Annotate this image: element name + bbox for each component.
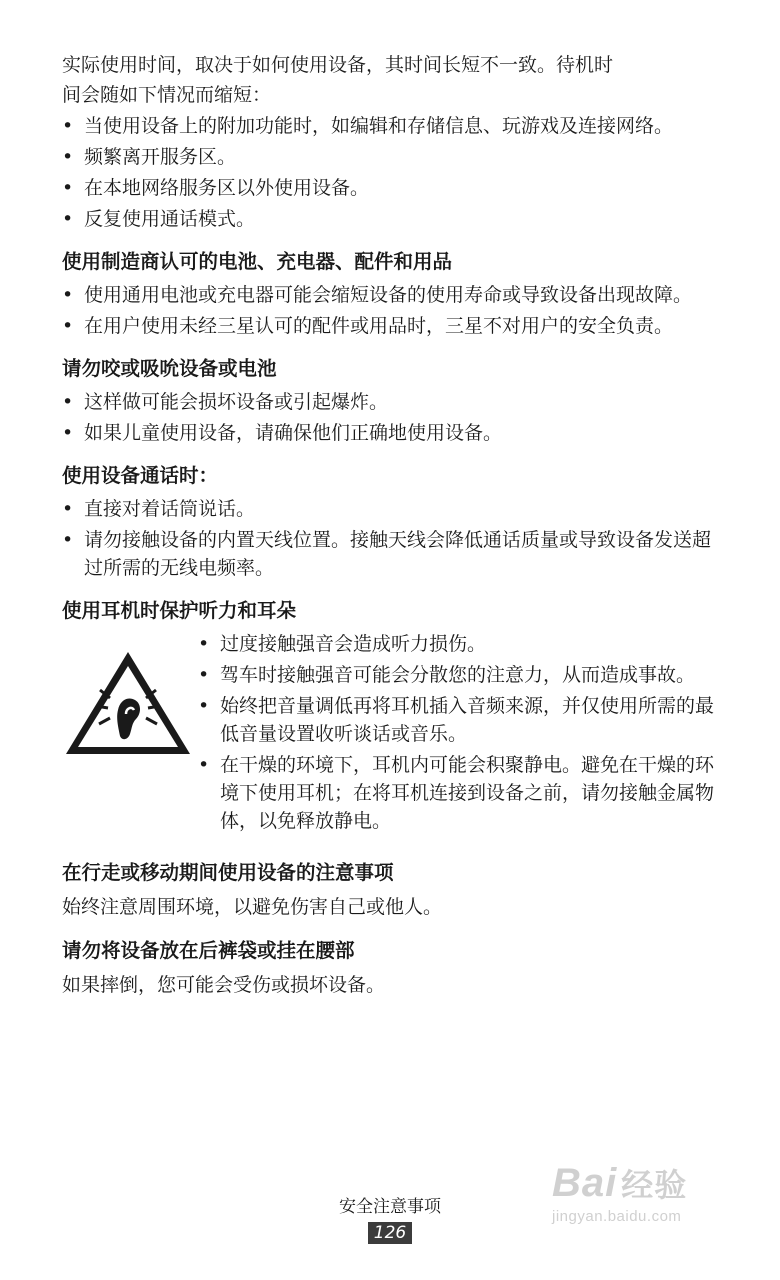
bite-bullet-list [62, 388, 722, 447]
bullet-icon: • [198, 633, 210, 655]
bullet-icon: • [62, 391, 74, 413]
bullet-icon: • [62, 208, 74, 230]
bullet-icon: • [62, 177, 74, 199]
list-item: • 反复使用通话模式。 [62, 205, 722, 233]
page-content [62, 50, 722, 1000]
list-item: • 频繁离开服务区。 [62, 143, 722, 171]
list-item: • 请勿接触设备的内置天线位置。接触天线会降低通话质量或导致设备发送超过所需的无线电频率。 [62, 526, 722, 582]
section-heading-bite: 请勿咬或吸吮设备或电池 [62, 357, 277, 380]
pocket-text: 如果摔倒，您可能会受伤或损坏设备。 [62, 974, 386, 996]
batteries-bullet-list [62, 281, 722, 340]
list-item: • 直接对着话筒说话。 [62, 495, 722, 523]
hearing-section [62, 630, 722, 838]
bullet-icon: • [198, 754, 210, 776]
intro-line-1: 实际使用时间，取决于如何使用设备，其时间长短不一致。待机时 [62, 54, 614, 76]
section-heading-hearing: 使用耳机时保护听力和耳朵 [62, 599, 297, 622]
list-item: • 如果儿童使用设备，请确保他们正确地使用设备。 [62, 419, 722, 447]
list-item: • 始终把音量调低再将耳机插入音频来源，并仅使用所需的最低音量设置收听谈话或音乐。 [198, 692, 722, 748]
section-heading-calls: 使用设备通话时： [62, 464, 219, 487]
list-item: • 当使用设备上的附加功能时，如编辑和存储信息、玩游戏及连接网络。 [62, 112, 722, 140]
baidu-watermark [552, 1160, 752, 1260]
list-item: • 驾车时接触强音可能会分散您的注意力，从而造成事故。 [198, 661, 722, 689]
bullet-icon: • [62, 498, 74, 520]
section-heading-pocket: 请勿将设备放在后裤袋或挂在腰部 [62, 939, 355, 962]
bullet-icon: • [62, 529, 74, 551]
section-heading-walking: 在行走或移动期间使用设备的注意事项 [62, 861, 394, 884]
hearing-bullet-list [198, 630, 722, 838]
bullet-icon: • [198, 664, 210, 686]
list-item: • 过度接触强音会造成听力损伤。 [198, 630, 722, 658]
hearing-warning-icon [62, 648, 194, 758]
list-item: • 在干燥的环境下，耳机内可能会积聚静电。避免在干燥的环境下使用耳机；在将耳机连接到设备之前，请勿接触金属物体，以免释放静电。 [198, 751, 722, 835]
calls-bullet-list [62, 495, 722, 582]
walking-text: 始终注意周围环境，以避免伤害自己或他人。 [62, 896, 443, 918]
bullet-icon: • [62, 146, 74, 168]
bullet-icon: • [62, 422, 74, 444]
watermark-logo: Bai 经验 [552, 1161, 688, 1205]
page-number: 126 [368, 1222, 412, 1244]
bullet-icon: • [62, 115, 74, 137]
bullet-icon: • [62, 284, 74, 306]
section-heading-batteries: 使用制造商认可的电池、充电器、配件和用品 [62, 250, 453, 273]
watermark-url: jingyan.baidu.com [552, 1208, 682, 1225]
list-item: • 使用通用电池或充电器可能会缩短设备的使用寿命或导致设备出现故障。 [62, 281, 722, 309]
bullet-icon: • [62, 315, 74, 337]
list-item: • 在本地网络服务区以外使用设备。 [62, 174, 722, 202]
list-item: • 这样做可能会损坏设备或引起爆炸。 [62, 388, 722, 416]
intro-bullet-list [62, 112, 722, 233]
bullet-icon: • [198, 695, 210, 717]
intro-line-2: 间会随如下情况而缩短： [62, 84, 272, 106]
footer-title: 安全注意事项 [339, 1197, 441, 1217]
list-item: • 在用户使用未经三星认可的配件或用品时，三星不对用户的安全负责。 [62, 312, 722, 340]
